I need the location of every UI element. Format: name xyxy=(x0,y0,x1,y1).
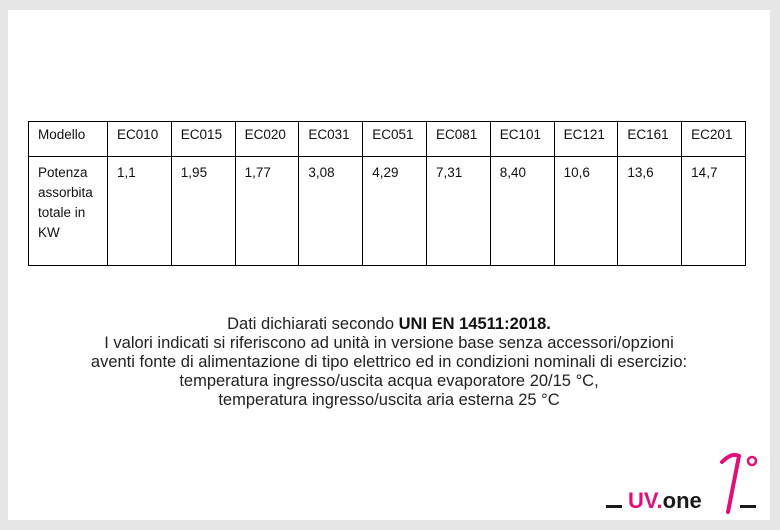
model-cell: EC010 xyxy=(108,122,172,157)
logo-underline-left xyxy=(606,505,622,508)
model-cell: EC161 xyxy=(618,122,682,157)
document-sheet xyxy=(8,10,770,520)
value-cell: 8,40 xyxy=(490,157,554,266)
value-cell: 1,95 xyxy=(171,157,235,266)
value-cell: 7,31 xyxy=(426,157,490,266)
header-label-cell: Modello xyxy=(29,122,108,157)
value-cell: 3,08 xyxy=(299,157,363,266)
value-cell: 13,6 xyxy=(618,157,682,266)
model-cell: EC020 xyxy=(235,122,299,157)
standard-reference: UNI EN 14511:2018. xyxy=(398,315,551,333)
row-label-line: assorbita xyxy=(38,185,93,200)
value-cell: 10,6 xyxy=(554,157,618,266)
value-cell: 4,29 xyxy=(363,157,427,266)
model-cell: EC101 xyxy=(490,122,554,157)
model-cell: EC031 xyxy=(299,122,363,157)
note-line-5: temperatura ingresso/uscita aria esterna 25 °C xyxy=(218,391,560,409)
model-cell: EC121 xyxy=(554,122,618,157)
row-label-line: KW xyxy=(38,225,60,240)
note-line-1-prefix: Dati dichiarati secondo xyxy=(227,315,399,333)
row-label-line: totale in xyxy=(38,205,86,220)
logo-underline-right xyxy=(740,505,756,508)
uv-one-logo xyxy=(604,450,768,520)
note-line-4: temperatura ingresso/uscita acqua evaporatore 20/15 °C, xyxy=(179,372,599,390)
logo-uv: UV xyxy=(628,488,657,513)
specs-table xyxy=(28,121,746,266)
logo-one: one xyxy=(662,488,702,513)
note-line-1 xyxy=(8,315,770,334)
model-cell: EC015 xyxy=(171,122,235,157)
note-line-3: aventi fonte di alimentazione di tipo elettrico ed in condizioni nominali di esercizio: xyxy=(90,353,688,371)
table-header-row xyxy=(29,122,746,157)
note-line-2: I valori indicati si riferiscono ad unità in versione base senza accessori/opzioni xyxy=(104,334,674,352)
table-row-power xyxy=(29,157,746,266)
logo-numeral-stroke xyxy=(722,455,739,512)
model-cell: EC051 xyxy=(363,122,427,157)
logo-dot: . xyxy=(656,488,663,513)
model-cell: EC081 xyxy=(426,122,490,157)
model-cell: EC201 xyxy=(682,122,746,157)
logo-text xyxy=(628,488,702,513)
row-label-cell xyxy=(29,157,108,266)
value-cell: 14,7 xyxy=(682,157,746,266)
value-cell: 1,1 xyxy=(108,157,172,266)
declaration-note xyxy=(8,315,770,410)
row-label-line: Potenza xyxy=(38,165,88,180)
value-cell: 1,77 xyxy=(235,157,299,266)
